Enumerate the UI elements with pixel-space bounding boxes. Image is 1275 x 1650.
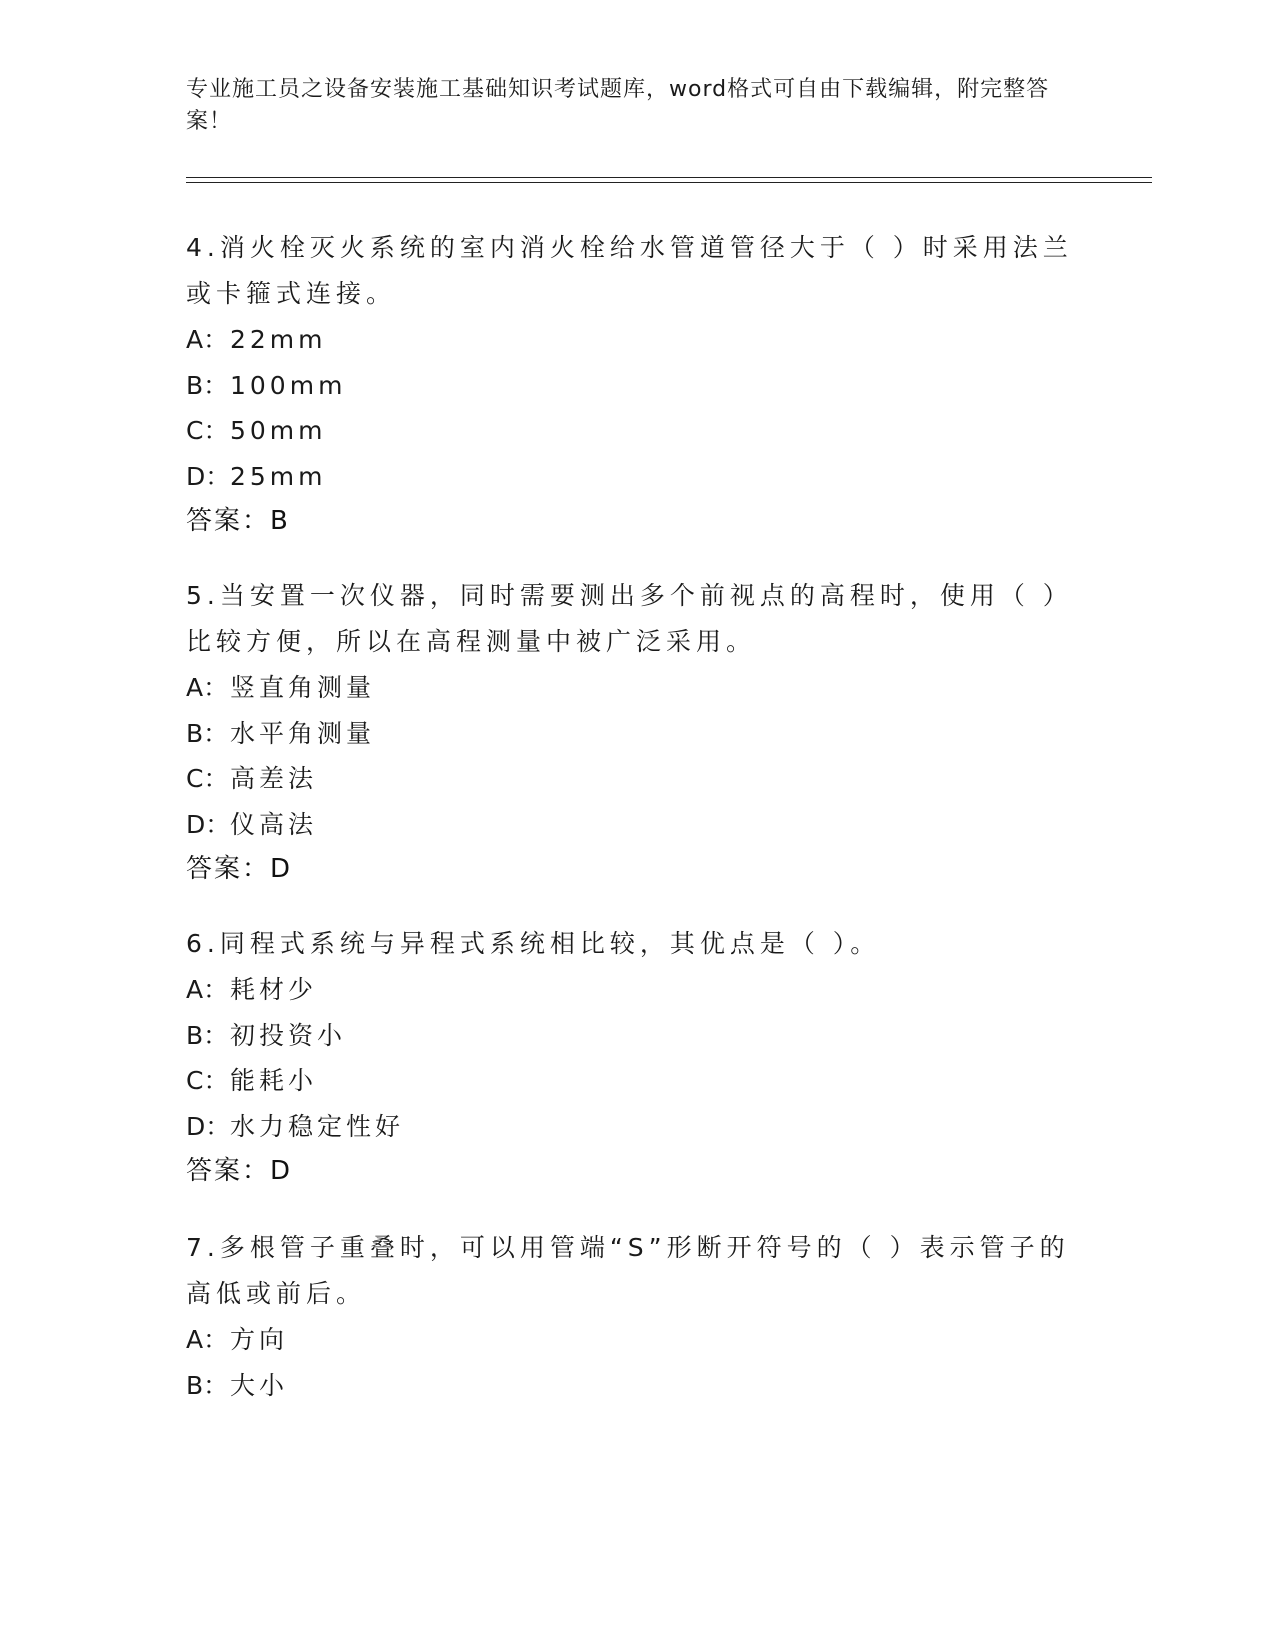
option-text: 耗材少 <box>230 975 318 1004</box>
option-b <box>186 363 1086 409</box>
answer-line <box>186 499 1086 543</box>
question-stem: 7.多根管子重叠时，可以用管端“S”形断开符号的（ ）表示管子的高低或前后。 <box>186 1233 1070 1308</box>
answer-value: B <box>270 506 289 536</box>
option-c <box>186 408 1086 454</box>
answer-value: D <box>270 854 292 884</box>
answer-value: D <box>270 1156 292 1186</box>
option-key: D： <box>186 1111 231 1141</box>
option-key: C： <box>186 764 229 793</box>
option-text: 初投资小 <box>230 1020 347 1050</box>
question-5 <box>186 573 1086 891</box>
option-c <box>186 1058 1086 1104</box>
option-key: B： <box>186 370 229 400</box>
option-text: 竖直角测量 <box>230 673 376 702</box>
document-header: 专业施工员之设备安装施工基础知识考试题库，word格式可自由下载编辑，附完整答案！ <box>186 77 1050 134</box>
question-7 <box>186 1225 1086 1408</box>
option-key: B： <box>186 1020 229 1050</box>
option-d <box>186 454 1086 500</box>
question-stem: 5.当安置一次仪器，同时需要测出多个前视点的高程时，使用（ ）比较方便，所以在高程测量中被广泛采用。 <box>186 581 1073 656</box>
option-key: C： <box>186 1066 229 1095</box>
question-6 <box>186 921 1086 1193</box>
option-a <box>186 317 1086 363</box>
option-text: 水平角测量 <box>230 718 376 748</box>
option-key: B： <box>186 718 229 748</box>
option-key: C： <box>186 416 229 445</box>
option-b <box>186 1013 1086 1059</box>
option-key: A： <box>186 1325 229 1354</box>
answer-line <box>186 1149 1086 1193</box>
option-key: D： <box>186 461 231 491</box>
option-key: A： <box>186 673 229 702</box>
option-text: 25mm <box>230 461 327 491</box>
option-text: 能耗小 <box>230 1066 318 1095</box>
option-d <box>186 1104 1086 1150</box>
option-a <box>186 967 1086 1013</box>
option-text: 高差法 <box>230 764 318 793</box>
answer-line <box>186 847 1086 891</box>
option-text: 50mm <box>230 416 327 445</box>
option-key: B： <box>186 1370 229 1400</box>
option-key: D： <box>186 809 231 839</box>
header-divider-bottom <box>186 182 1152 183</box>
option-text: 方向 <box>230 1325 289 1354</box>
option-b <box>186 711 1086 757</box>
question-stem: 4.消火栓灭火系统的室内消火栓给水管道管径大于（ ）时采用法兰或卡箍式连接。 <box>186 233 1073 308</box>
answer-label: 答案： <box>186 1156 271 1186</box>
option-key: A： <box>186 325 229 354</box>
option-text: 大小 <box>230 1370 289 1400</box>
option-text: 100mm <box>230 370 347 400</box>
answer-label: 答案： <box>186 506 271 536</box>
option-a <box>186 1317 1086 1363</box>
answer-label: 答案： <box>186 854 271 884</box>
option-text: 仪高法 <box>230 809 318 839</box>
option-d <box>186 802 1086 848</box>
option-a <box>186 665 1086 711</box>
question-4 <box>186 225 1086 543</box>
option-key: A： <box>186 975 229 1004</box>
header-divider-top <box>186 177 1152 178</box>
option-text: 水力稳定性好 <box>230 1111 405 1141</box>
option-text: 22mm <box>230 325 327 354</box>
option-c <box>186 756 1086 802</box>
option-b <box>186 1363 1086 1409</box>
question-stem: 6.同程式系统与异程式系统相比较，其优点是（ ）。 <box>186 929 881 958</box>
